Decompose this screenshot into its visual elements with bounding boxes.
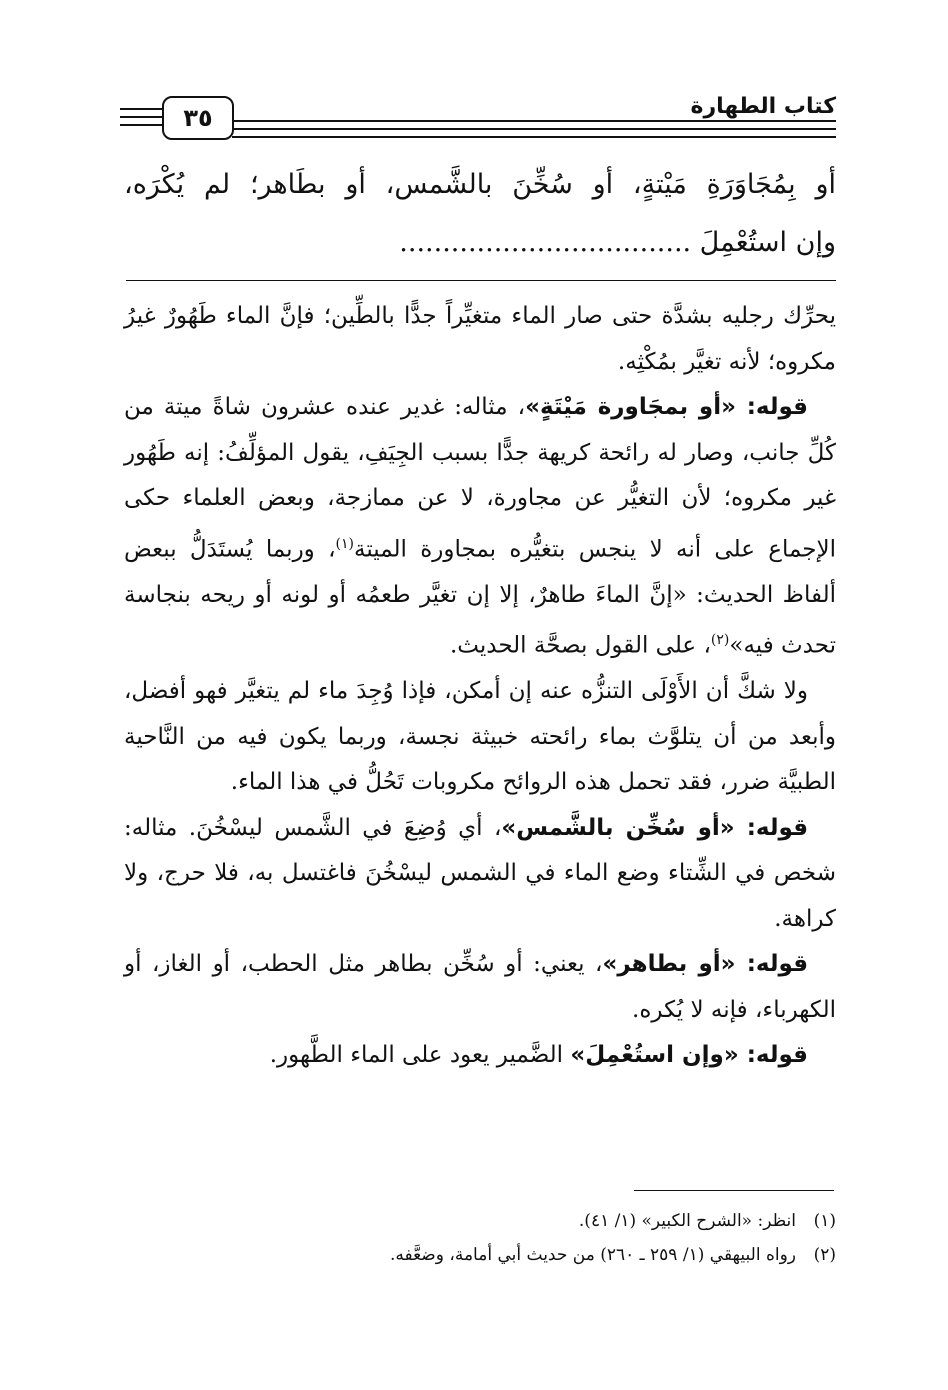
header-rule	[120, 116, 162, 118]
quote-label: قوله: «وإن استُعْمِلَ»	[570, 1042, 808, 1069]
header-rule	[232, 136, 836, 138]
quote-label: قوله: «أو بمجَاورة مَيْتَةٍ»	[525, 394, 808, 420]
header-rule	[232, 120, 836, 122]
header-rule	[120, 124, 162, 126]
footnote-number: (٢)	[813, 1245, 836, 1265]
footnote-number: (١)	[813, 1211, 836, 1231]
footnotes	[124, 1204, 836, 1272]
page-header	[120, 92, 836, 142]
header-rule	[232, 128, 836, 130]
paragraph-text: ، يعني: أو سُخِّن بطاهر مثل الحطب، أو الغاز، أو الكهرباء، فإنه لا يُكره.	[124, 951, 836, 1023]
paragraph	[124, 942, 836, 1033]
matn-separator	[126, 280, 836, 281]
footnote-ref: (١)	[335, 535, 354, 552]
page-number: ٣٥	[162, 96, 234, 140]
paragraph-text: ، على القول بصحَّة الحديث.	[449, 632, 711, 659]
footnote-text: رواه البيهقي (١/ ٢٥٩ ـ ٢٦٠) من حديث أبي أمامة، وضعَّفه.	[389, 1245, 796, 1265]
matn-text	[124, 156, 836, 272]
footnote-ref: (٢)	[710, 632, 730, 649]
footnote-separator	[634, 1190, 834, 1191]
header-rule	[120, 108, 162, 110]
footnote-text: انظر: «الشرح الكبير» (١/ ٤١).	[578, 1211, 796, 1231]
paragraph-text: الضَّمير يعود على الماء الطَّهور.	[269, 1042, 571, 1069]
commentary-body	[124, 294, 836, 1079]
quote-label: قوله: «أو سُخِّن بالشَّمس»	[501, 814, 808, 841]
paragraph	[124, 385, 836, 669]
paragraph-text: ، مثاله: غدير عنده عشرون شاةً ميتة من كُلِّ جانب، وصار له رائحة كريهة جدًّا بسبب الجِيَفِ، يقول المؤلِّفُ: إنه طَهُور غير مكروه؛ لأن التغيُّر عن مجاورة، لا عن ممازجة، وبعض العلماء حكى الإجماع على أنه لا ينجس بتغيُّره بمجاورة الميتة	[124, 394, 836, 563]
paragraph-text: ، أي وُضِعَ في الشَّمس ليسْخُنَ. مثاله: شخص في الشِّتاء وضع الماء في الشمس ليسْخُنَ فاغتسل به، فلا حرج، ولا كراهة.	[124, 814, 836, 932]
paragraph: يحرِّك رجليه بشدَّة حتى صار الماء متغيِّراً جدًّا بالطِّين؛ فإنَّ الماء طَهُورٌ غيرُ مكروه؛ لأنه تغيَّر بمُكْثِه.	[124, 303, 836, 375]
paragraph-text: ، وربما يُستَدَلُّ ببعض ألفاظ الحديث: «إنَّ الماءَ طاهرٌ، إلا إن تغيَّر طعمُه أو لونه أو ريحه بنجاسة تحدث فيه»	[124, 536, 836, 659]
footnote	[124, 1204, 836, 1238]
paragraph	[124, 806, 836, 943]
book-title: كتاب الطهارة	[690, 94, 836, 119]
paragraph	[124, 1033, 836, 1079]
quote-label: قوله: «أو بطاهر»	[602, 951, 809, 978]
paragraph: ولا شكَّ أن الأَوْلَى التنزُّه عنه إن أمكن، فإذا وُجِدَ ماء لم يتغيَّر فهو أفضل، وأبعد من أن يتلوَّث بماء رائحته خبيثة نجسة، وربما يكون فيه من النَّاحية الطبيَّة ضرر، فقد تحمل هذه الروائح مكروبات تَحُلُّ في هذا الماء.	[124, 678, 836, 796]
footnote	[124, 1238, 836, 1272]
matn-line: وإن استُعْمِلَ ..................................	[399, 227, 836, 258]
matn-line: أو بِمُجَاوَرَةِ مَيْتةٍ، أو سُخِّنَ بالشَّمس، أو بطَاهر؛ لم يُكْرَه،	[124, 169, 836, 200]
